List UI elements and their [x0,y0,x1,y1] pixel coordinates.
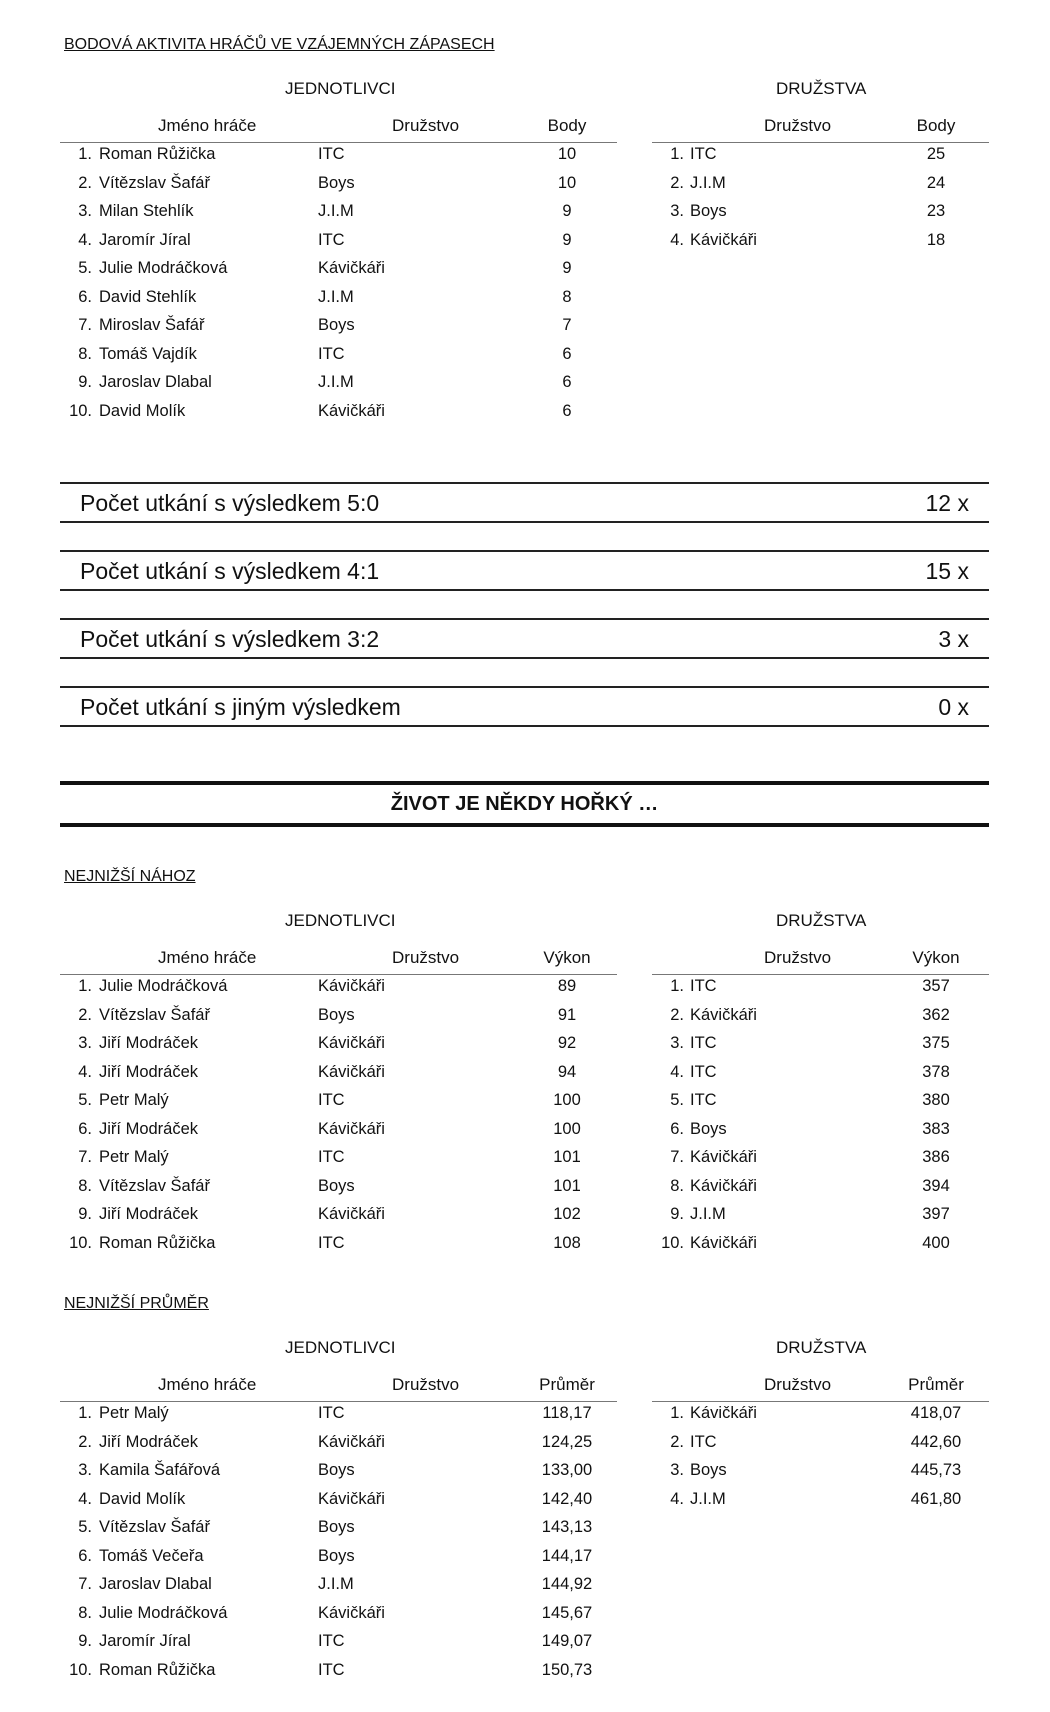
stat-result-5-0 [60,482,989,523]
player-name: Tomáš Vajdík [99,344,197,363]
header-team: Družstvo [764,948,832,967]
player-name: David Stehlík [99,287,197,306]
row-rank: 8. [78,344,92,363]
team-name: ITC [690,977,717,995]
table-row [60,1402,617,1431]
row-rank: 8. [670,1176,684,1195]
team-name: ITC [318,1404,345,1422]
header-performance: Výkon [543,948,591,967]
row-rank: 5. [670,1091,684,1109]
table-row [60,1061,617,1090]
row-value: 149,07 [541,1632,593,1650]
player-name: Jiří Modráček [99,1119,199,1138]
stat-result-4-1 [60,550,989,591]
player-name: David Molík [99,1489,186,1508]
player-name: Julie Modráčková [99,259,228,277]
row-value: 418,07 [910,1404,962,1422]
header-average: Průměr [908,1375,964,1394]
row-value: 92 [557,1034,577,1052]
table-row [652,143,989,172]
row-rank: 9. [78,1205,92,1223]
table-row [652,1232,989,1261]
row-value: 23 [926,202,946,220]
team-name: Kávičkáři [690,1404,757,1422]
header-points: Body [547,116,587,135]
row-rank: 3. [78,1034,92,1052]
table-row [60,1630,617,1659]
team-name: ITC [318,344,345,363]
player-name: David Molík [99,401,186,420]
row-value: 144,92 [541,1575,593,1593]
player-name: Tomáš Večeřa [99,1546,204,1565]
header-player-name: Jméno hráče [158,1375,257,1394]
table-header [652,1375,989,1402]
row-value: 380 [922,1091,950,1109]
points-teams-table [652,116,989,257]
table-row [652,1175,989,1204]
header-performance: Výkon [912,948,960,967]
table-header [60,948,617,975]
table-row [60,1032,617,1061]
row-value: 25 [926,145,946,163]
row-value: 89 [557,977,577,995]
team-name: J.I.M [318,202,354,220]
table-row [60,286,617,315]
header-player-name: Jméno hráče [158,116,257,135]
row-rank: 3. [670,202,684,220]
row-rank: 6. [78,1119,92,1138]
team-name: ITC [318,1660,345,1679]
row-rank: 3. [670,1461,684,1479]
row-rank: 1. [670,977,684,995]
team-name: Boys [318,173,355,192]
team-name: Boys [318,316,355,334]
row-value: 100 [553,1091,581,1109]
table-row [60,1545,617,1574]
row-value: 400 [922,1233,950,1252]
team-name: Kávičkáři [690,1233,757,1252]
team-name: Boys [318,1518,355,1536]
row-value: 7 [562,316,572,334]
row-rank: 10. [69,401,92,420]
row-value: 108 [553,1233,581,1252]
row-rank: 6. [78,1546,92,1565]
table-row [60,1573,617,1602]
header-team: Družstvo [764,116,832,135]
row-value: 102 [553,1205,581,1223]
header-team: Družstvo [764,1375,832,1394]
team-name: Kávičkáři [690,1005,757,1024]
row-value: 397 [922,1205,950,1223]
row-rank: 10. [661,1233,684,1252]
points-teams-heading: DRUŽSTVA [776,79,867,98]
player-name: Vítězslav Šafář [99,1005,210,1024]
stat-result-3-2 [60,618,989,659]
row-value: 375 [922,1034,950,1052]
row-rank: 5. [78,1518,92,1536]
header-average: Průměr [539,1375,595,1394]
table-row [60,371,617,400]
row-value: 145,67 [541,1603,593,1622]
header-team: Družstvo [392,948,460,967]
row-value: 124,25 [541,1432,593,1451]
stat-value: 3 x [938,626,969,652]
table-body [652,143,989,257]
player-name: Jaroslav Dlabal [99,1575,212,1593]
lowest-throw-teams-heading: DRUŽSTVA [776,911,867,930]
row-rank: 9. [78,373,92,391]
row-value: 8 [562,287,572,306]
player-name: Roman Růžička [99,145,216,163]
table-row [652,1402,989,1431]
team-name: J.I.M [318,373,354,391]
team-name: Boys [318,1461,355,1479]
bitter-life-banner [60,781,989,827]
team-name: Boys [690,202,727,220]
row-rank: 7. [670,1148,684,1166]
row-rank: 4. [78,1489,92,1508]
row-rank: 10. [69,1660,92,1679]
team-name: Kávičkáři [318,1432,385,1451]
row-value: 133,00 [541,1461,593,1479]
row-rank: 9. [670,1205,684,1223]
team-name: Kávičkáři [318,1119,385,1138]
row-rank: 4. [670,1489,684,1508]
team-name: Boys [318,1005,355,1024]
row-rank: 1. [670,1404,684,1422]
team-name: ITC [318,1632,345,1650]
table-header [60,116,617,143]
table-row [652,1203,989,1232]
player-name: Vítězslav Šafář [99,1176,210,1195]
row-value: 445,73 [910,1461,962,1479]
team-name: J.I.M [690,1489,726,1508]
banner-text: ŽIVOT JE NĚKDY HOŘKÝ … [390,793,659,815]
row-rank: 7. [78,316,92,334]
table-row [652,200,989,229]
player-name: Roman Růžička [99,1660,216,1679]
player-name: Vítězslav Šafář [99,1518,210,1536]
team-name: J.I.M [318,287,354,306]
player-name: Roman Růžička [99,1233,216,1252]
table-row [60,229,617,258]
row-value: 101 [553,1148,581,1166]
row-rank: 10. [69,1233,92,1252]
row-value: 9 [562,230,572,249]
team-name: Kávičkáři [690,1148,757,1166]
team-name: Kávičkáři [690,1176,757,1195]
team-name: Kávičkáři [318,259,385,277]
team-name: ITC [690,1091,717,1109]
stat-label: Počet utkání s jiným výsledkem [80,694,401,720]
row-value: 6 [562,401,572,420]
row-value: 100 [553,1119,581,1138]
lowest-throw-teams-table [652,948,989,1260]
player-name: Jaromír Jíral [99,1632,191,1650]
row-rank: 8. [78,1176,92,1195]
team-name: Boys [318,1546,355,1565]
player-name: Jaroslav Dlabal [99,373,212,391]
table-row [60,1431,617,1460]
row-value: 101 [553,1176,581,1195]
row-value: 386 [922,1148,950,1166]
header-player-name: Jméno hráče [158,948,257,967]
points-individuals-table [60,116,617,428]
table-row [60,200,617,229]
row-rank: 2. [78,1005,92,1024]
team-name: ITC [318,145,345,163]
table-row [652,1061,989,1090]
row-rank: 1. [78,977,92,995]
stat-value: 12 x [925,490,969,516]
team-name: ITC [690,145,717,163]
table-row [652,1459,989,1488]
table-row [60,1516,617,1545]
row-value: 378 [922,1062,950,1081]
team-name: Kávičkáři [318,1603,385,1622]
row-value: 6 [562,344,572,363]
row-value: 142,40 [541,1489,593,1508]
team-name: ITC [690,1034,717,1052]
row-value: 118,17 [542,1404,592,1422]
player-name: Jiří Modráček [99,1205,199,1223]
team-name: Boys [690,1119,727,1138]
table-row [60,257,617,286]
table-body [60,975,617,1260]
team-name: ITC [690,1062,717,1081]
team-name: J.I.M [318,1575,354,1593]
table-row [60,400,617,429]
table-row [652,975,989,1004]
row-rank: 3. [670,1034,684,1052]
points-section-title: BODOVÁ AKTIVITA HRÁČŮ VE VZÁJEMNÝCH ZÁPASECH [64,36,495,53]
lowest-average-section-title: NEJNIŽŠÍ PRŮMĚR [64,1295,209,1312]
row-value: 461,80 [910,1489,962,1508]
table-row [60,1659,617,1688]
table-row [652,229,989,258]
row-value: 10 [557,173,577,192]
team-name: ITC [318,230,345,249]
table-body [60,1402,617,1687]
table-row [60,1004,617,1033]
table-row [60,1146,617,1175]
row-rank: 3. [78,1461,92,1479]
lowest-average-individuals-heading: JEDNOTLIVCI [285,1338,396,1357]
row-rank: 2. [78,173,92,192]
table-row [60,1488,617,1517]
player-name: Jiří Modráček [99,1432,199,1451]
row-rank: 4. [670,1062,684,1081]
row-rank: 2. [78,1432,92,1451]
team-name: Kávičkáři [690,230,757,249]
row-rank: 1. [78,145,92,163]
table-row [60,172,617,201]
row-value: 394 [922,1176,950,1195]
table-row [652,1488,989,1517]
player-name: Petr Malý [99,1148,169,1166]
stat-label: Počet utkání s výsledkem 3:2 [80,626,380,652]
row-rank: 3. [78,202,92,220]
row-value: 91 [557,1005,577,1024]
stat-label: Počet utkání s výsledkem 5:0 [80,490,380,516]
table-row [60,1118,617,1147]
team-name: J.I.M [690,173,726,192]
row-value: 150,73 [541,1660,593,1679]
table-row [60,975,617,1004]
table-row [652,1032,989,1061]
table-body [652,975,989,1260]
table-row [60,314,617,343]
table-row [60,1089,617,1118]
player-name: Miroslav Šafář [99,316,205,334]
stat-value: 15 x [925,558,969,584]
points-individuals-heading: JEDNOTLIVCI [285,79,396,98]
row-value: 9 [562,202,572,220]
table-header [60,1375,617,1402]
table-row [60,1175,617,1204]
row-rank: 7. [78,1575,92,1593]
team-name: J.I.M [690,1205,726,1223]
table-row [60,143,617,172]
table-row [652,1004,989,1033]
header-team: Družstvo [392,1375,460,1394]
row-value: 442,60 [910,1432,962,1451]
team-name: Kávičkáři [318,977,385,995]
row-rank: 2. [670,1005,684,1024]
row-value: 144,17 [541,1546,593,1565]
team-name: Boys [318,1176,355,1195]
team-name: Kávičkáři [318,1062,385,1081]
table-row [60,343,617,372]
stat-label: Počet utkání s výsledkem 4:1 [80,558,380,584]
player-name: Jiří Modráček [99,1062,199,1081]
player-name: Kamila Šafářová [99,1461,221,1479]
row-rank: 9. [78,1632,92,1650]
table-row [652,1118,989,1147]
row-rank: 5. [78,1091,92,1109]
lowest-average-individuals-table [60,1375,617,1687]
lowest-average-teams-heading: DRUŽSTVA [776,1338,867,1357]
row-rank: 2. [670,1432,684,1451]
table-row [652,1146,989,1175]
row-rank: 6. [78,287,92,306]
row-rank: 1. [78,1404,92,1422]
table-body [652,1402,989,1516]
table-header [652,948,989,975]
player-name: Vítězslav Šafář [99,173,210,192]
lowest-throw-individuals-table [60,948,617,1260]
row-rank: 4. [670,230,684,249]
player-name: Jiří Modráček [99,1034,199,1052]
row-rank: 5. [78,259,92,277]
header-points: Body [916,116,956,135]
row-value: 94 [557,1062,577,1081]
row-value: 6 [562,373,572,391]
table-row [60,1602,617,1631]
lowest-throw-individuals-heading: JEDNOTLIVCI [285,911,396,930]
table-body [60,143,617,428]
row-value: 362 [922,1005,950,1024]
player-name: Julie Modráčková [99,1603,228,1622]
player-name: Petr Malý [99,1404,169,1422]
team-name: ITC [690,1432,717,1451]
header-team: Družstvo [392,116,460,135]
table-row [652,172,989,201]
table-row [652,1431,989,1460]
team-name: ITC [318,1148,345,1166]
player-name: Julie Modráčková [99,977,228,995]
row-rank: 2. [670,173,684,192]
team-name: Boys [690,1461,727,1479]
team-name: ITC [318,1233,345,1252]
team-name: Kávičkáři [318,401,385,420]
lowest-throw-section-title: NEJNIŽŠÍ NÁHOZ [64,868,196,885]
row-rank: 6. [670,1119,684,1138]
row-rank: 4. [78,230,92,249]
player-name: Milan Stehlík [99,202,194,220]
player-name: Petr Malý [99,1091,169,1109]
row-value: 9 [562,259,572,277]
row-rank: 7. [78,1148,92,1166]
table-header [652,116,989,143]
table-row [60,1459,617,1488]
table-row [60,1232,617,1261]
row-rank: 8. [78,1603,92,1622]
stat-value: 0 x [938,694,969,720]
stat-result-other [60,686,989,727]
row-value: 10 [557,145,577,163]
row-value: 383 [922,1119,950,1138]
lowest-average-teams-table [652,1375,989,1516]
team-name: Kávičkáři [318,1034,385,1052]
team-name: Kávičkáři [318,1205,385,1223]
player-name: Jaromír Jíral [99,230,191,249]
table-row [60,1203,617,1232]
table-row [652,1089,989,1118]
team-name: Kávičkáři [318,1489,385,1508]
row-rank: 1. [670,145,684,163]
row-value: 143,13 [541,1518,593,1536]
row-value: 24 [926,173,946,192]
row-value: 357 [922,977,950,995]
row-rank: 4. [78,1062,92,1081]
team-name: ITC [318,1091,345,1109]
row-value: 18 [926,230,946,249]
